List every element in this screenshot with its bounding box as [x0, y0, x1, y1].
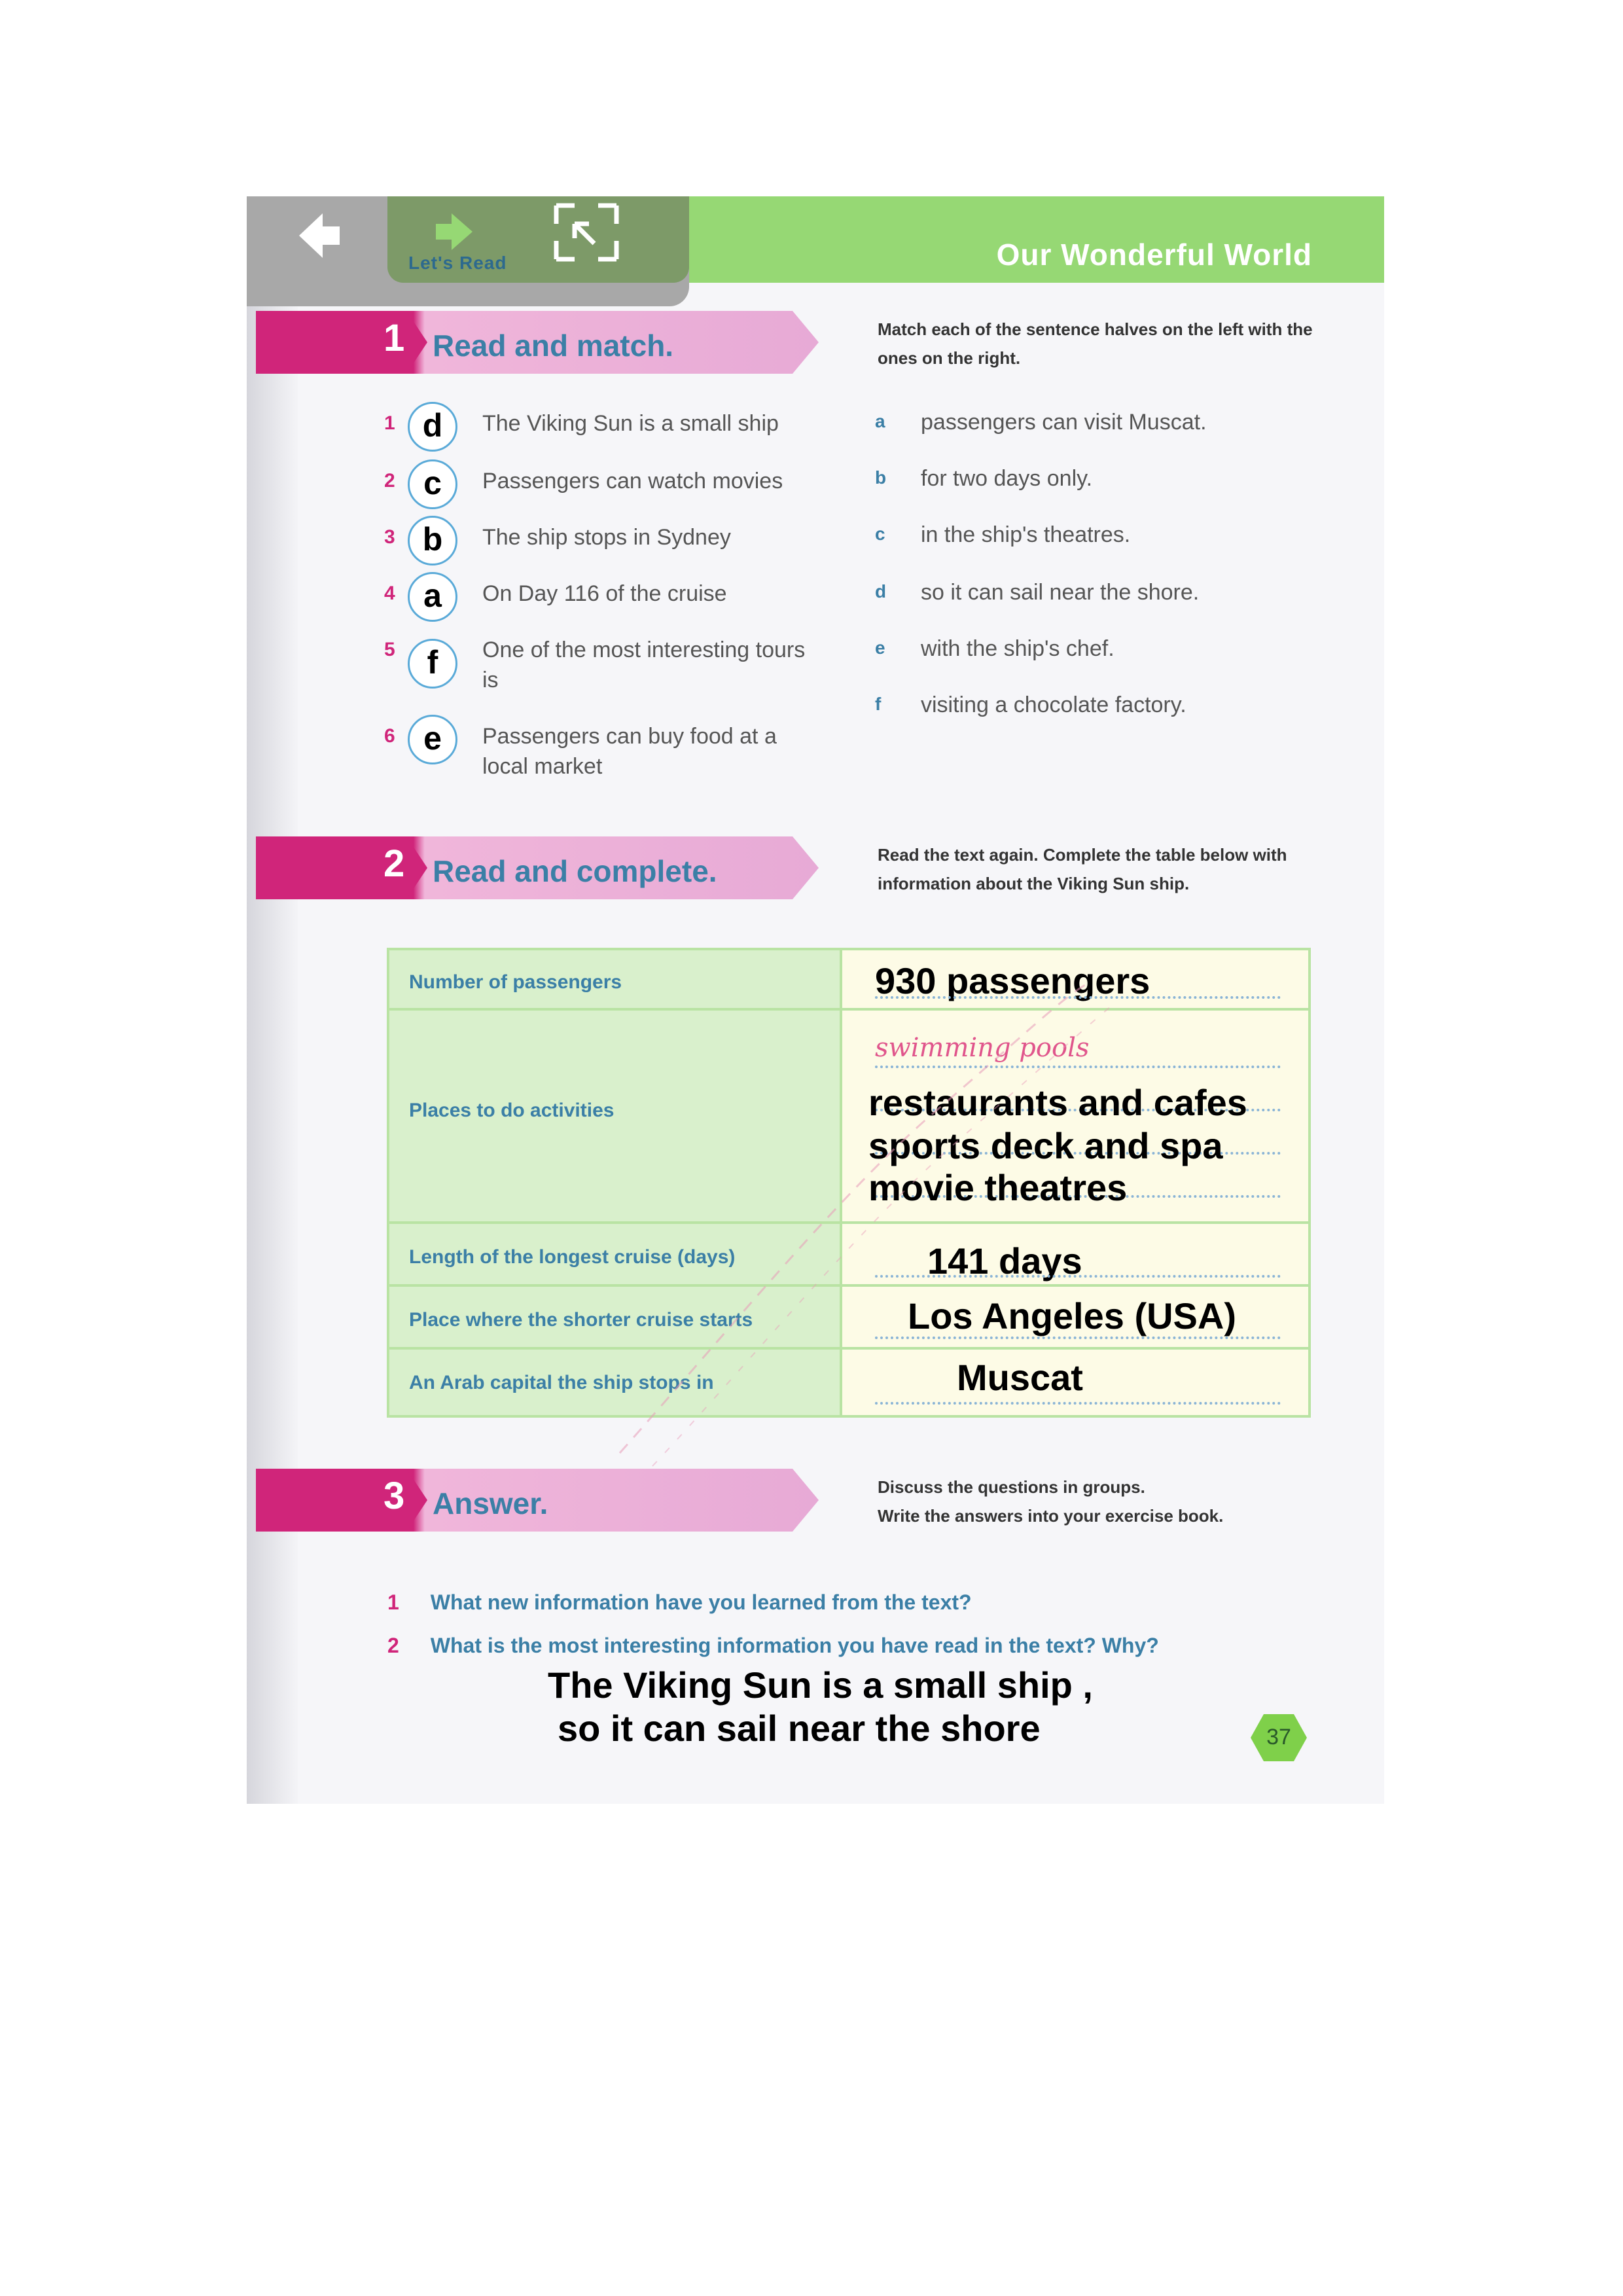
item-text: so it can sail near the shore. [921, 580, 1200, 605]
item-text: passengers can visit Muscat. [921, 410, 1207, 435]
table-row [389, 1011, 1308, 1224]
info-table [387, 948, 1311, 1418]
answer-line [875, 1336, 1281, 1339]
item-text: One of the most interesting tours is [482, 637, 806, 692]
section-1-header [256, 311, 1384, 376]
written-answer-line: The Viking Sun is a small ship , [548, 1664, 1093, 1706]
item-text: The Viking Sun is a small ship [482, 411, 779, 436]
section-instruction [878, 1473, 1336, 1530]
page-number: 37 [1266, 1725, 1291, 1749]
item-text: The ship stops in Sydney [482, 525, 731, 550]
row-label: Length of the longest cruise (days) [409, 1246, 736, 1268]
item-letter: f [875, 694, 882, 714]
forward-arrow-icon [433, 212, 473, 251]
tab-lets-read[interactable] [387, 196, 689, 283]
row-label: Number of passengers [409, 971, 622, 993]
row-answer-cell[interactable] [842, 1350, 1308, 1415]
answer-circle[interactable] [408, 639, 457, 689]
answer-circle[interactable] [408, 572, 457, 622]
item-text: in the ship's theatres. [921, 522, 1131, 547]
item-text: On Day 116 of the cruise [482, 581, 727, 606]
answer-line [875, 996, 1281, 999]
question-text: What is the most interesting information you have read in the text? Why? [430, 1634, 1159, 1657]
row-label-cell [389, 1350, 842, 1415]
answer-text: restaurants and cafes [868, 1082, 1247, 1123]
answer-letter: e [423, 720, 442, 757]
question-number: 1 [387, 1590, 399, 1614]
item-number: 5 [384, 639, 395, 660]
expand-icon[interactable] [551, 200, 622, 264]
item-text: Passengers can watch movies [482, 469, 783, 493]
written-answer-line: so it can sail near the shore [558, 1708, 1041, 1749]
question-number: 2 [387, 1634, 399, 1657]
item-letter: a [875, 411, 885, 431]
row-label-cell [389, 1011, 842, 1221]
answer-text: 930 passengers [875, 960, 1150, 1001]
item-number: 1 [384, 412, 395, 434]
answer-text: Muscat [957, 1357, 1083, 1398]
answer-text: sports deck and spa [868, 1125, 1223, 1166]
answer-circle[interactable] [408, 459, 457, 509]
section-instruction: Match each of the sentence halves on the left with the ones on the right. [878, 319, 1313, 368]
section-number: 3 [383, 1475, 405, 1517]
instruction-line: Discuss the questions in groups. [878, 1477, 1145, 1497]
item-text: for two days only. [921, 466, 1093, 491]
row-label-cell [389, 950, 842, 1008]
section-2-header [256, 836, 1384, 902]
row-label-cell [389, 1224, 842, 1284]
answer-text: Los Angeles (USA) [908, 1295, 1236, 1336]
section-number: 1 [383, 317, 405, 359]
answer-letter: a [423, 577, 442, 614]
row-answer-cell[interactable] [842, 1224, 1308, 1284]
page-gutter [247, 196, 298, 1804]
back-arrow-icon[interactable] [299, 211, 345, 260]
textbook-page [247, 196, 1384, 1804]
example-answer: swimming pools [875, 1033, 1090, 1063]
row-answer-cell[interactable] [842, 950, 1308, 1008]
question-item [387, 1590, 972, 1615]
item-number: 3 [384, 526, 395, 548]
item-number: 6 [384, 725, 395, 747]
item-number: 4 [384, 583, 395, 604]
section-title: Read and complete. [433, 854, 717, 888]
answer-line [875, 1275, 1281, 1278]
answer-text: 141 days [927, 1240, 1082, 1282]
answer-line [875, 1066, 1281, 1068]
table-row [389, 1287, 1308, 1350]
item-number: 2 [384, 470, 395, 492]
section-3-header [256, 1469, 1384, 1534]
item-letter: c [875, 524, 885, 544]
instruction-line: Write the answers into your exercise book. [878, 1506, 1224, 1526]
section-title: Read and match. [433, 329, 674, 363]
item-text: with the ship's chef. [921, 636, 1115, 661]
item-letter: b [875, 467, 887, 488]
section-number: 2 [383, 842, 405, 885]
item-letter: e [875, 637, 885, 658]
table-row [389, 950, 1308, 1011]
item-text: visiting a chocolate factory. [921, 692, 1186, 717]
section-instruction: Read the text again. Complete the table below with information about the Viking Sun ship. [878, 845, 1287, 893]
item-text: Passengers can buy food at a local market [482, 724, 777, 779]
answer-circle[interactable] [408, 715, 457, 764]
answer-letter: f [427, 644, 438, 681]
table-row [389, 1224, 1308, 1287]
section-title: Answer. [433, 1486, 548, 1520]
question-text: What new information have you learned from the text? [430, 1590, 972, 1614]
answer-line [875, 1402, 1281, 1405]
row-answer-cell[interactable] [842, 1287, 1308, 1347]
answer-letter: d [422, 407, 443, 444]
row-label: Place where the shorter cruise starts [409, 1309, 753, 1331]
tab-label: Let's Read [408, 253, 507, 273]
item-letter: d [875, 581, 887, 601]
row-answer-cell[interactable] [842, 1011, 1308, 1221]
page-number-badge [1249, 1712, 1308, 1764]
answer-letter: c [423, 465, 442, 501]
row-label: An Arab capital the ship stops in [409, 1372, 714, 1393]
table-row [389, 1350, 1308, 1415]
answer-text: movie theatres [868, 1167, 1128, 1208]
question-item [387, 1634, 1159, 1658]
answer-circle[interactable] [408, 516, 457, 565]
answer-letter: b [422, 521, 443, 558]
unit-title: Our Wonderful World [996, 238, 1312, 272]
row-label: Places to do activities [409, 1100, 615, 1121]
row-label-cell [389, 1287, 842, 1347]
nav-panel [247, 196, 689, 306]
answer-circle[interactable] [408, 402, 457, 452]
